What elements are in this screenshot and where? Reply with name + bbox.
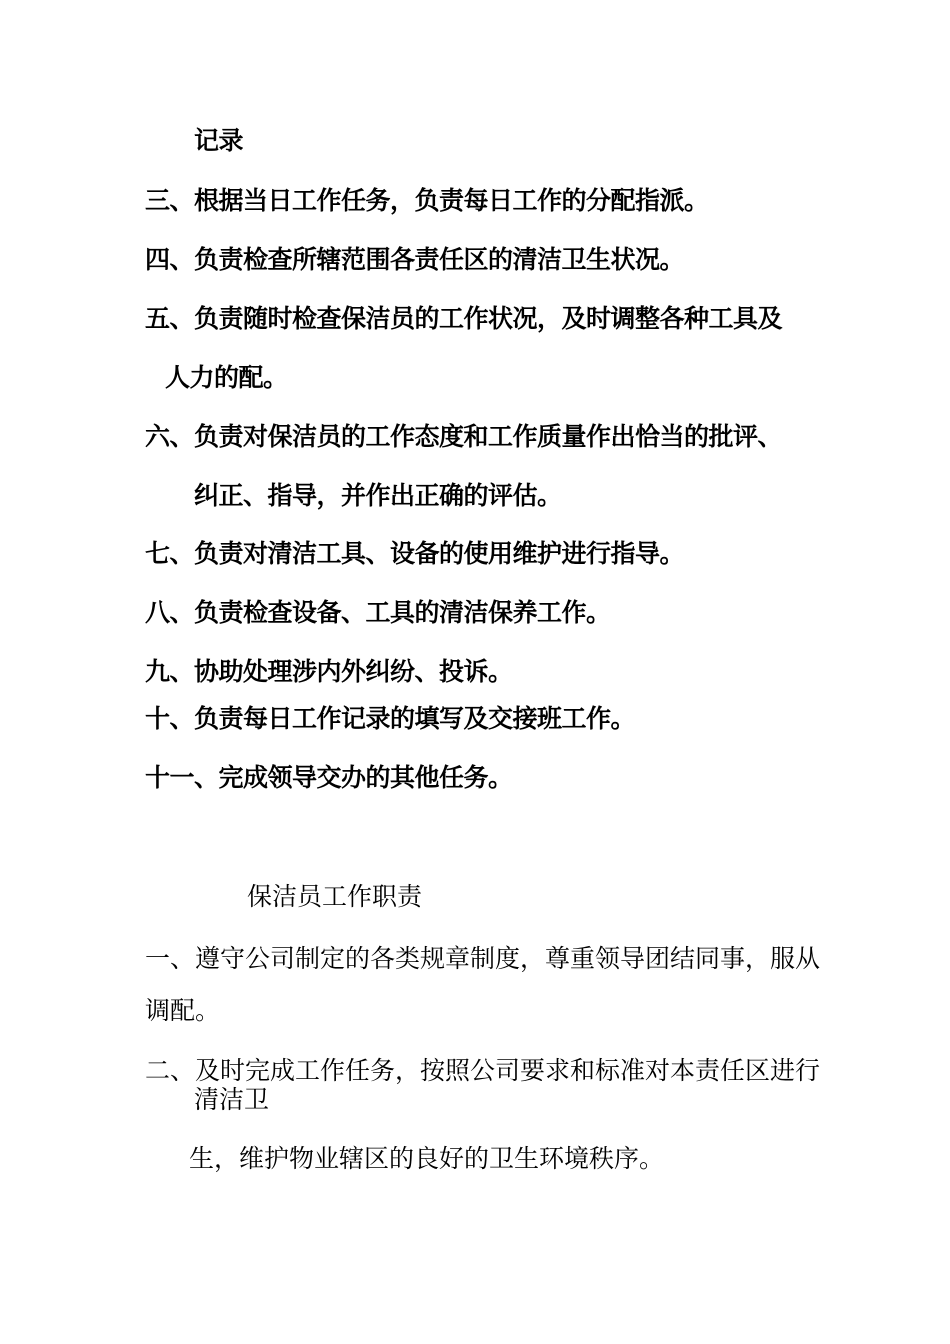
duty-item-3: 三、根据当日工作任务，负责每日工作的分配指派。 — [145, 186, 709, 215]
duty-item-4: 四、负责检查所辖范围各责任区的清洁卫生状况。 — [145, 245, 685, 274]
duty-item-6: 六、负责对保洁员的工作态度和工作质量作出恰当的批评、 — [145, 422, 783, 451]
duty-item-10: 十、负责每日工作记录的填写及交接班工作。 — [145, 704, 636, 733]
duty-continuation: 记录 — [194, 126, 244, 155]
cleaner-duty-2: 二、及时完成工作任务，按照公司要求和标准对本责任区进行 — [145, 1056, 821, 1085]
cleaner-duty-2-continuation: 清洁卫 — [194, 1085, 270, 1114]
duty-item-9: 九、协助处理涉内外纠纷、投诉。 — [145, 657, 513, 686]
duty-item-5-continuation: 人力的配。 — [165, 363, 288, 392]
cleaner-duty-1-continuation: 调配。 — [145, 996, 221, 1025]
duty-item-5: 五、负责随时检查保洁员的工作状况，及时调整各种工具及 — [145, 304, 783, 333]
duty-item-6-continuation: 纠正、指导，并作出正确的评估。 — [194, 481, 562, 510]
duty-item-8: 八、负责检查设备、工具的清洁保养工作。 — [145, 598, 611, 627]
cleaner-duty-1: 一、遵守公司制定的各类规章制度，尊重领导团结同事，服从 — [145, 944, 821, 973]
section-title: 保洁员工作职责 — [247, 882, 423, 911]
cleaner-duty-2-continuation-2: 生，维护物业辖区的良好的卫生环境秩序。 — [189, 1144, 665, 1173]
duty-item-7: 七、负责对清洁工具、设备的使用维护进行指导。 — [145, 539, 685, 568]
duty-item-11: 十一、完成领导交办的其他任务。 — [145, 763, 513, 792]
